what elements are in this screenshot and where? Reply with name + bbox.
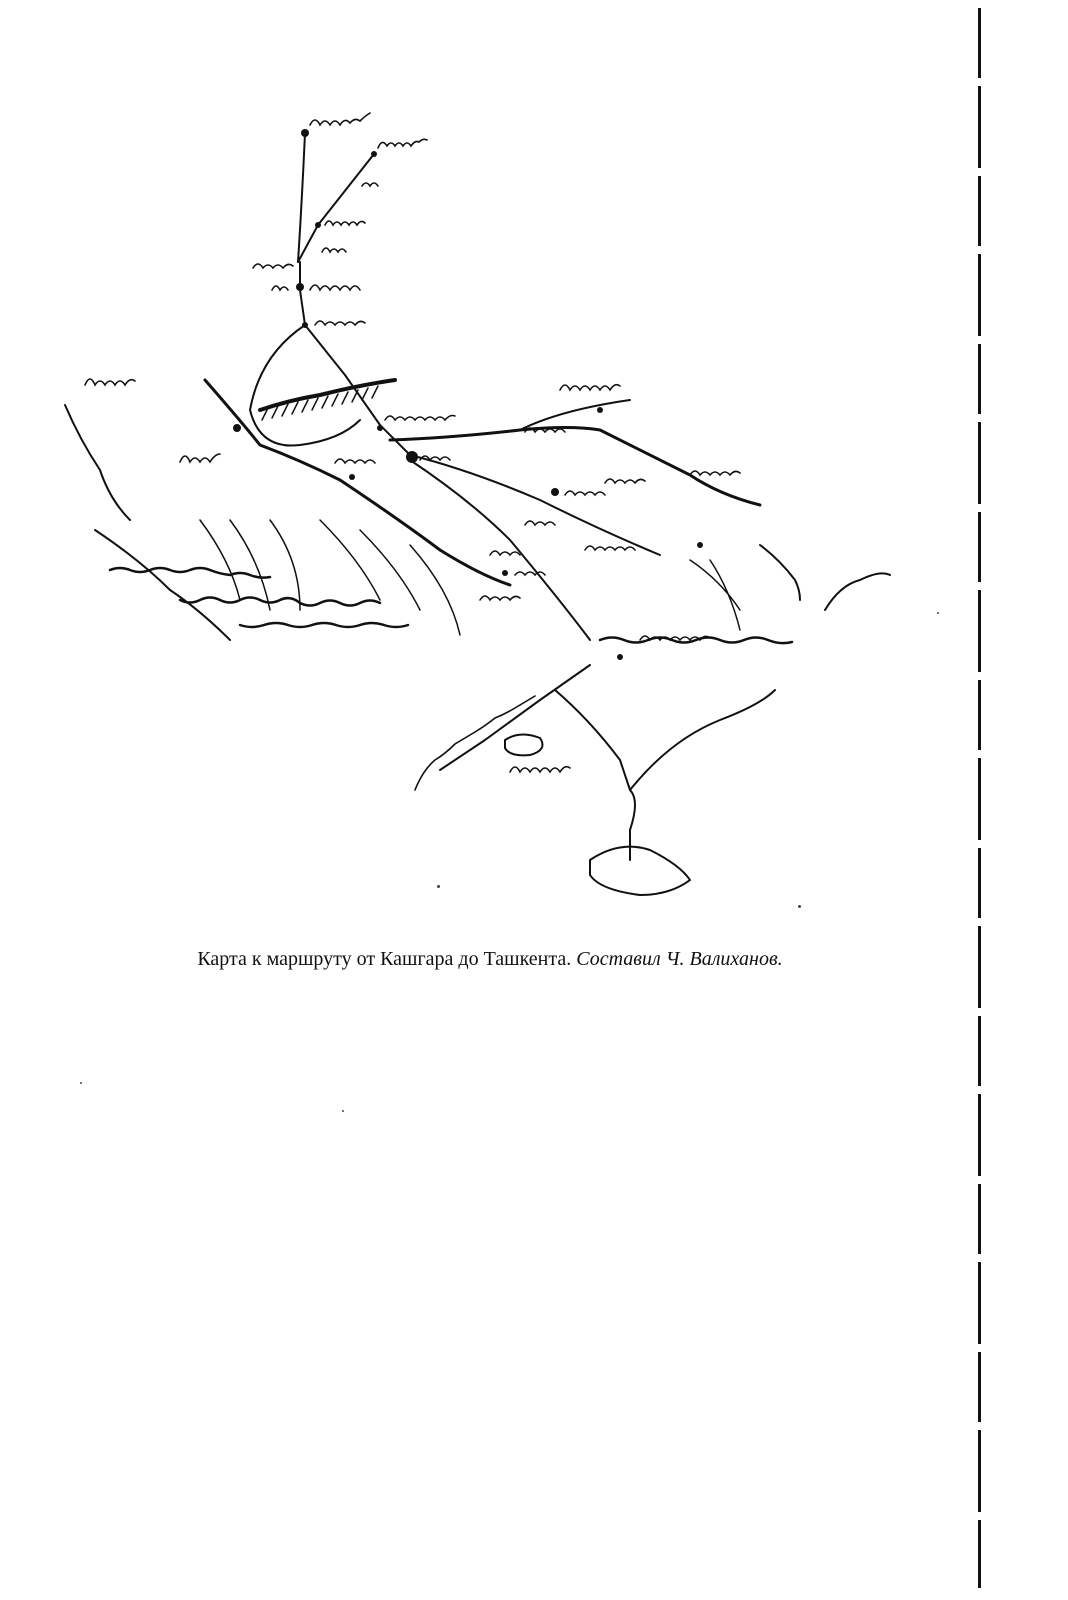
lake-small [505, 734, 542, 755]
settlement-dot [406, 451, 418, 463]
coast-east [825, 573, 890, 610]
handwritten-label [378, 139, 427, 148]
handwritten-label [565, 491, 605, 495]
river-south [555, 690, 635, 860]
handwritten-label [605, 471, 740, 483]
west-coastline [65, 405, 130, 520]
handwritten-label [180, 454, 220, 462]
handwritten-label [253, 264, 293, 268]
handwritten-label [322, 248, 346, 252]
handwritten-label [385, 416, 455, 421]
settlement-dot [315, 222, 321, 228]
range-east-upper [690, 560, 740, 630]
handwritten-label [480, 596, 520, 600]
lake-south [590, 847, 690, 895]
south-range-1 [110, 568, 270, 578]
settlement-dot [377, 425, 383, 431]
route-line-south [410, 460, 590, 640]
route-loop [250, 325, 360, 446]
speck [80, 1082, 82, 1084]
handwritten-label [272, 285, 360, 290]
settlement-dot [371, 151, 377, 157]
caption-author: Составил Ч. Валиханов. [576, 948, 783, 970]
page-edge-rule [978, 8, 981, 1588]
river-upper [390, 428, 760, 506]
map-caption [0, 948, 980, 971]
handwritten-label [525, 521, 635, 550]
river-branch-east [410, 455, 660, 555]
river-north [520, 400, 630, 430]
settlement-dot [301, 129, 309, 137]
south-range-2 [180, 598, 380, 606]
mountain-ridge [260, 380, 395, 410]
south-range-east [600, 638, 792, 644]
settlement-dot [349, 474, 355, 480]
settlement-dot [302, 322, 308, 328]
settlement-dot [296, 283, 304, 291]
handwritten-label [415, 696, 535, 790]
caption-main: Карта к маршруту от Кашгара до Ташкента. [197, 948, 572, 970]
speck [437, 885, 440, 888]
handwritten-label [510, 767, 570, 772]
route-line-north-east [298, 154, 374, 262]
settlement-dot [502, 570, 508, 576]
settlement-dot [697, 542, 703, 548]
route-line-north-west [298, 133, 305, 262]
speck [798, 905, 801, 908]
handwritten-label [325, 221, 365, 225]
settlement-dot [233, 424, 241, 432]
west-line-1 [95, 530, 230, 640]
settlement-dot [617, 654, 623, 660]
settlement-dot [597, 407, 603, 413]
handwritten-label [560, 385, 620, 390]
handwritten-label [315, 321, 365, 325]
speck [937, 612, 939, 614]
speck [342, 1110, 344, 1112]
route-line-central [300, 262, 410, 455]
handwritten-label [362, 183, 378, 186]
handwritten-label [85, 379, 135, 385]
south-range-3 [240, 623, 408, 627]
ridge-east [760, 545, 800, 600]
settlement-dot [551, 488, 559, 496]
handwritten-label [310, 113, 370, 125]
river-south-branch [630, 690, 775, 790]
